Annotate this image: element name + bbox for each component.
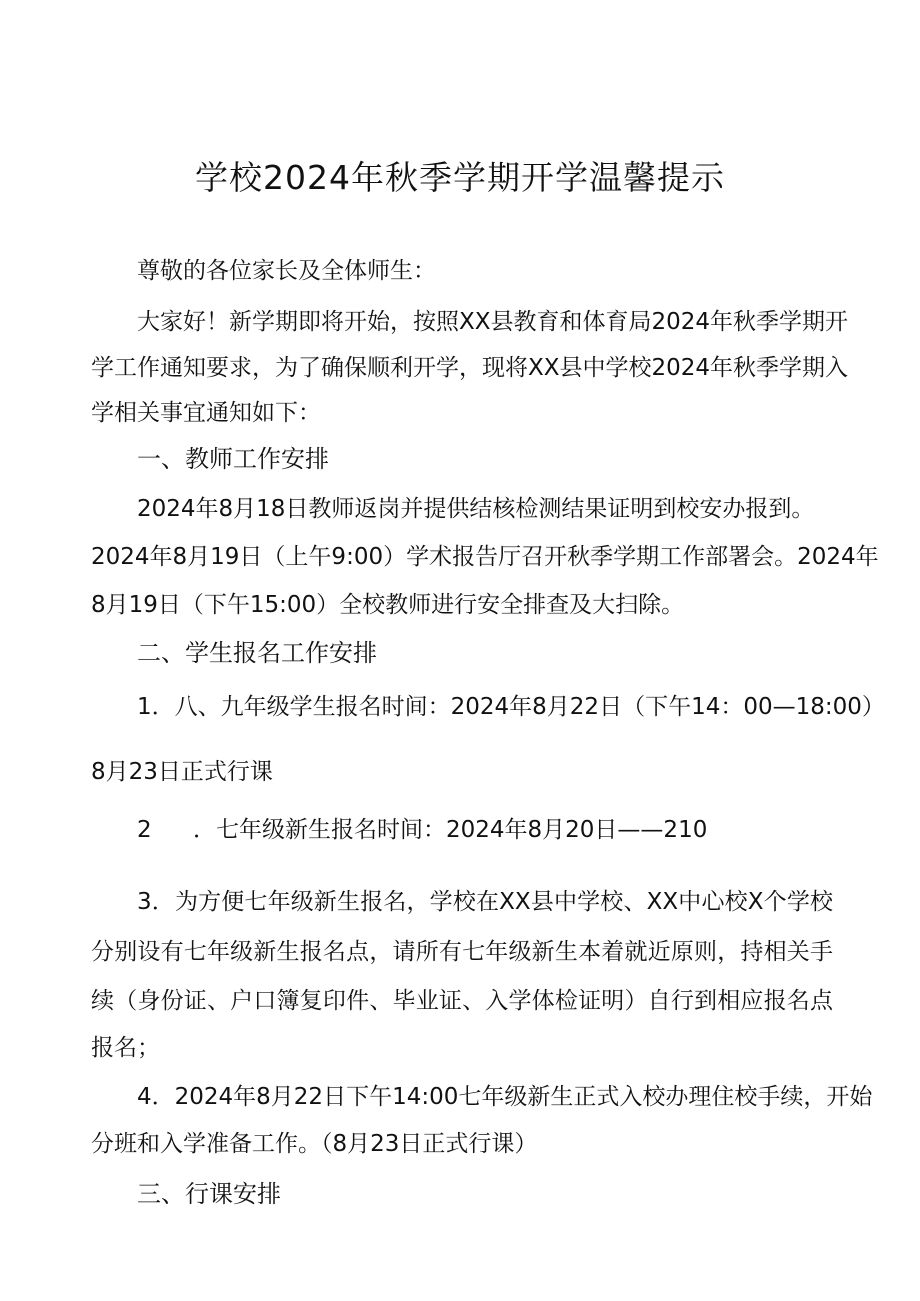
intro-line-2: 学工作通知要求，为了确保顺利开学，现将XX县中学校2024年秋季学期入 [91,355,849,381]
teacher-line-3: 8月19日（下午15:00）全校教师进行安全排查及大扫除。 [91,592,685,618]
intro-line-1: 大家好！新学期即将开始，按照XX县教育和体育局2024年秋季学期开 [137,309,849,335]
section-heading-students: 二、学生报名工作安排 [137,639,377,667]
student-item-1-line-1: 1．八、九年级学生报名时间：2024年8月22日（下午14：00—18:00） [137,694,885,720]
student-item-3-line-3: 续（身份证、户口簿复印件、毕业证、入学体检证明）自行到相应报名点 [91,988,833,1014]
teacher-line-1: 2024年8月18日教师返岗并提供结核检测结果证明到校安办报到。 [137,496,815,522]
intro-line-3: 学相关事宜通知如下： [91,400,321,426]
student-item-2-number: 2 [137,817,152,843]
student-item-2-text: ．七年级新生报名时间：2024年8月20日——210 [193,817,708,843]
student-item-4-line-2: 分班和入学准备工作。（8月23日正式行课） [91,1131,538,1157]
document-title: 学校2024年秋季学期开学温馨提示 [195,158,725,197]
salutation: 尊敬的各位家长及全体师生： [137,258,436,284]
student-item-3-line-1: 3．为方便七年级新生报名，学校在XX县中学校、XX中心校X个学校 [137,889,833,915]
student-item-3-line-4: 报名； [91,1035,160,1061]
section-heading-teachers: 一、教师工作安排 [137,445,329,473]
student-item-1-line-2: 8月23日正式行课 [91,759,273,785]
section-heading-classes: 三、行课安排 [137,1180,281,1208]
teacher-line-2: 2024年8月19日（上午9:00）学术报告厅召开秋季学期工作部署会。2024年 [91,544,879,570]
student-item-4-line-1: 4．2024年8月22日下午14:00七年级新生正式入校办理住校手续，开始 [137,1084,873,1110]
student-item-3-line-2: 分别设有七年级新生报名点，请所有七年级新生本着就近原则，持相关手 [91,939,833,965]
